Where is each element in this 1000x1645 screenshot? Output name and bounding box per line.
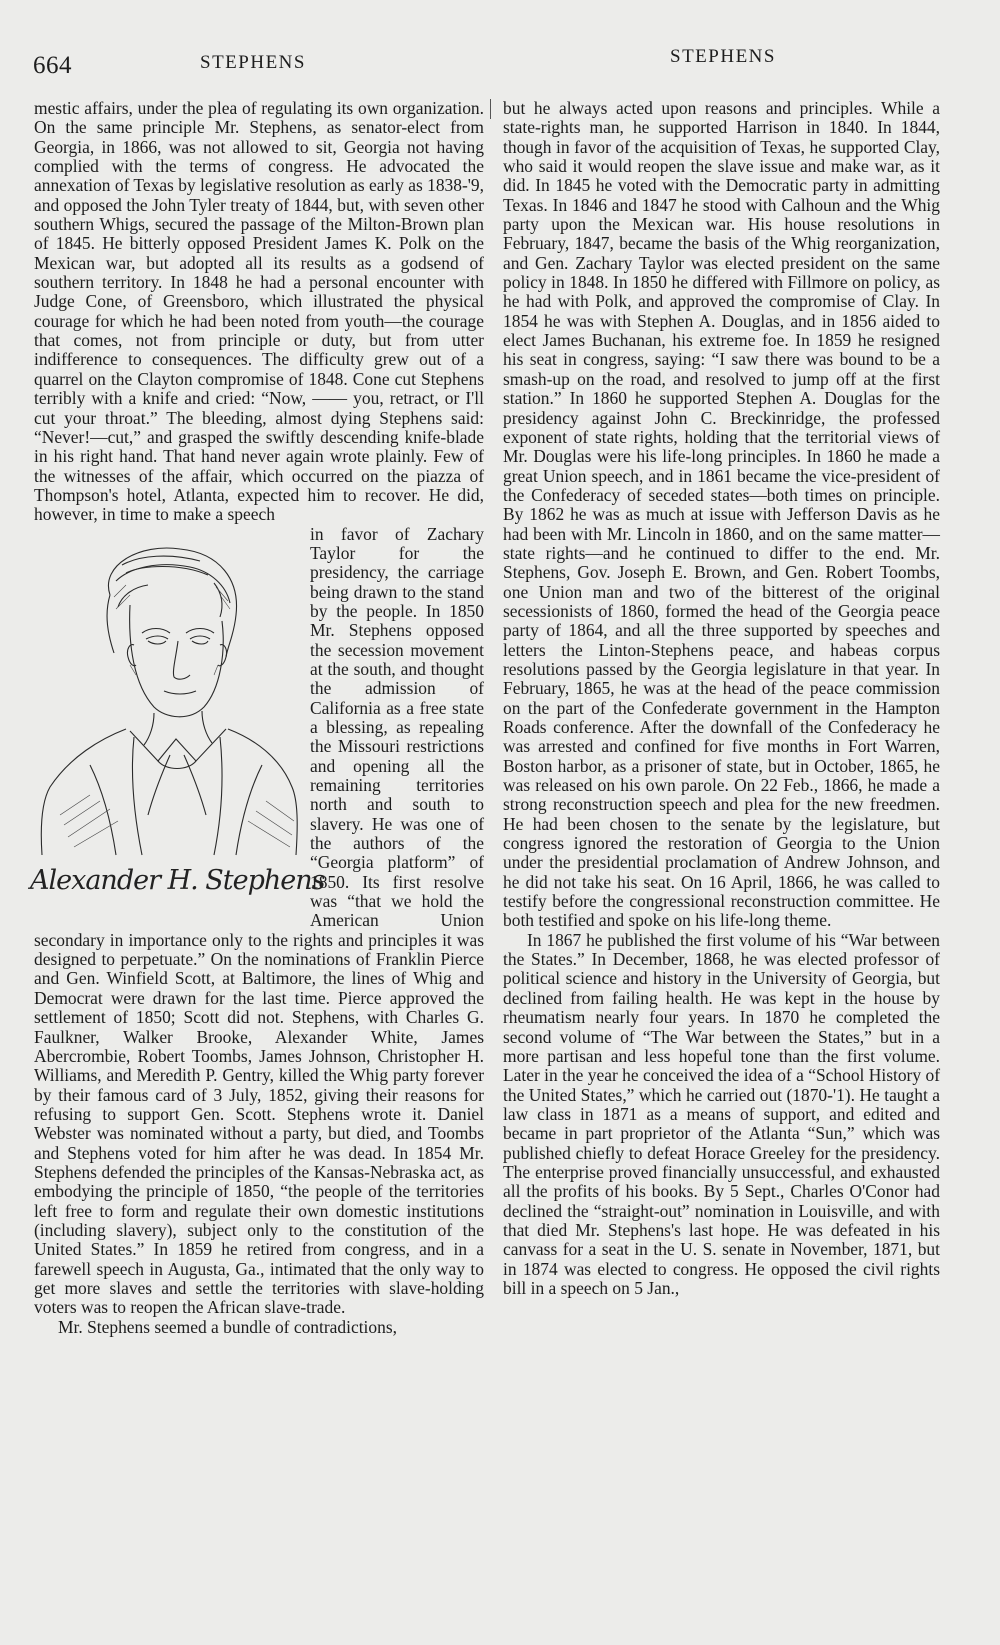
right-paragraph-1: but he always acted upon reasons and principles. While a state-rights man, he supported Harrison in 1840. In 1844, though in favor of the acquisition of Texas, he supported Clay, who said it would reopen the slave issue and make war, as it did. In 1845 he voted with the Democratic party in admitting Texas. In 1846 and 1847 he stood with Calhoun and the Whig party upon the Mexican war. His house resolutions in February, 1847, became the basis of the Whig reorganization, and Gen. Zachary Taylor was elected president on the same policy in 1848. In 1850 he differed with Fillmore on policy, as he had with Polk, and approved the compromise of Clay. In 1854 he was with Stephen A. Douglas, and in 1856 aided to elect James Buchanan, his extreme foe. In 1859 he resigned his seat in congress, saying: “I saw there was bound to be a smash-up on the road, and resolved to jump off at the first station.” In 1860 he supported Stephen A. Douglas for the presidency against John C. Breckinridge, the professed exponent of state rights, holding that the territorial views of Mr. Douglas were his life-long principles. In 1860 he made a great Union speech, and in 1861 became the vice-president of the Confederacy of seceded states—both times on principle. By 1862 he was as much at issue with Jefferson Davis as he had been with Mr. Lincoln in 1860, and on the same matter—state rights—and he continued to differ to the end. Mr. Stephens, Gov. Joseph E. Brown, and Gen. Robert Toombs, one Union man and two of the bitterest of the original secessionists of 1860, formed the head of the Georgia peace party of 1864, and all the three supported by speeches and letters the Linton-Stephens peace, and habeas corpus resolutions passed by the Georgia legislature in that year. In February, 1865, he was at the head of the peace commission on the part of the Confederate government in the Hampton Roads conference. After the downfall of the Confederacy he was arrested and confined for five months in Fort Warren, Boston harbor, as a prisoner of state, but in October, 1865, he was released on his own parole. On 22 Feb., 1866, he made a strong reconstruction speech and plea for the new freedmen. He had been chosen to the senate by the legislature, but congress ignored the restoration of Georgia to the Union under the presidential proclamation of Andrew Johnson, and he did not take his seat. On 16 April, 1866, he was called to testify before the congressional reconstruction committee. He both testified and spoke on his life-long theme. bbox=[503, 98, 940, 931]
page-number: 664 bbox=[33, 52, 72, 79]
left-paragraph-2: Mr. Stephens seemed a bundle of contradictions, bbox=[58, 1316, 397, 1337]
running-head-right: STEPHENS bbox=[670, 46, 776, 67]
left-paragraph-1a: mestic affairs, under the plea of regulating its own organization. On the same principle Mr. Stephens, as senator-elect from Georgia, in 1866, was not allowed to sit, Georgia not having complied with the terms of congress. He advocated the annexation of Texas by legislative resolution as early as 1838-'9, and opposed the John Tyler treaty of 1844, but, with seven other southern Whigs, secured the passage of the Milton-Brown plan of 1845. He bitterly opposed President James K. Polk on the Mexican war, but adopted all its results as a godsend of southern territory. In 1848 he had a personal encounter with Judge Cone, of Greensboro, which illustrated the physical courage for which he had been noted from youth—the courage that comes, not from principle or duty, but from utter indifference to consequences. The difficulty grew out of a quarrel on the Clayton compromise of 1848. Cone cut Stephens terribly with a knife and cried: “Now, —— you, retract, or I'll cut your throat.” The bleeding, almost dying Stephens said: “Never!—cut,” and grasped the swiftly descending knife-blade in his right hand. That hand never again wrote plainly. Few of the witnesses of the affair, which occurred on the piazza of Thompson's hotel, Atlanta, expected him to recover. He did, however, in time to make a speech bbox=[34, 98, 485, 525]
right-column bbox=[503, 99, 940, 1298]
signature: Alexander H. Stephens bbox=[30, 864, 325, 896]
left-column bbox=[30, 98, 485, 1337]
running-head-left: STEPHENS bbox=[200, 52, 306, 73]
right-paragraph-2: In 1867 he published the first volume of his “War between the States.” In December, 1868, he was elected professor of political science and history in the University of Georgia, but declined from failing health. He was kept in the house by rheumatism nearly four years. In 1870 he completed the second volume of “The War between the States,” but in a more partisan and less hopeful tone than the first volume. Later in the year he conceived the idea of a “School History of the United States,” which he carried out (1870-'1). He taught a law class in 1871 as a means of support, and edited and became in part proprietor of the Atlanta “Sun,” which was published chiefly to defeat Horace Greeley for the presidency. The enterprise proved financially unsuccessful, and exhausted all the profits of his books. By 5 Sept., Charles O'Conor had declined the “straight-out” nomination in Louisville, and with that died Mr. Stephens's last hope. He was defeated in his canvass for a seat in the U. S. senate in November, 1871, but in 1874 was elected to congress. He opposed the civil rights bill in a speech on 5 Jan., bbox=[503, 929, 940, 1298]
left-paragraph-1b: in favor of Zachary Taylor for the presidency, the carriage being drawn to the stand by the people. In 1850 Mr. Stephens opposed the secession movement at the south, and thought the admission of California as a free state a blessing, as repealing the Missouri restrictions and opening all the remaining territories north and south to slavery. He was one of the authors of the “Georgia platform” of 1850. Its first resolve was “that we hold the American Union secondary in importance only to the rights and principles it was designed to perpetuate.” On the nominations of Franklin Pierce and Gen. Winfield Scott, at Baltimore, the lines of Whig and Democrat were drawn for the last time. Pierce approved the settlement of 1850; Scott did not. Stephens, with Charles G. Faulkner, Walker Brooke, Alexander White, James Abercrombie, Robert Toombs, James Johnson, Christopher H. Williams, and Meredith P. Gentry, killed the Whig party forever by their famous card of 3 July, 1852, giving their reasons for refusing to support Gen. Scott. Stephens wrote it. Daniel Webster was nominated without a party, but died, and Toombs and Stephens voted for him after he was dead. In 1854 Mr. Stephens defended the principles of the Kansas-Nebraska act, as embodying the principle of 1850, “the people of the territories left free to form and regulate their own domestic institutions (including slavery), subject only to the constitution of the United States.” In 1859 he retired from congress, and in a farewell speech in Augusta, Ga., intimated that the only way to get more slaves and settle the territories with slave-holding voters was to reopen the African slave-trade. bbox=[34, 523, 484, 1318]
portrait-figure bbox=[30, 525, 325, 923]
portrait-engraving bbox=[30, 525, 300, 865]
column-divider bbox=[490, 99, 491, 119]
